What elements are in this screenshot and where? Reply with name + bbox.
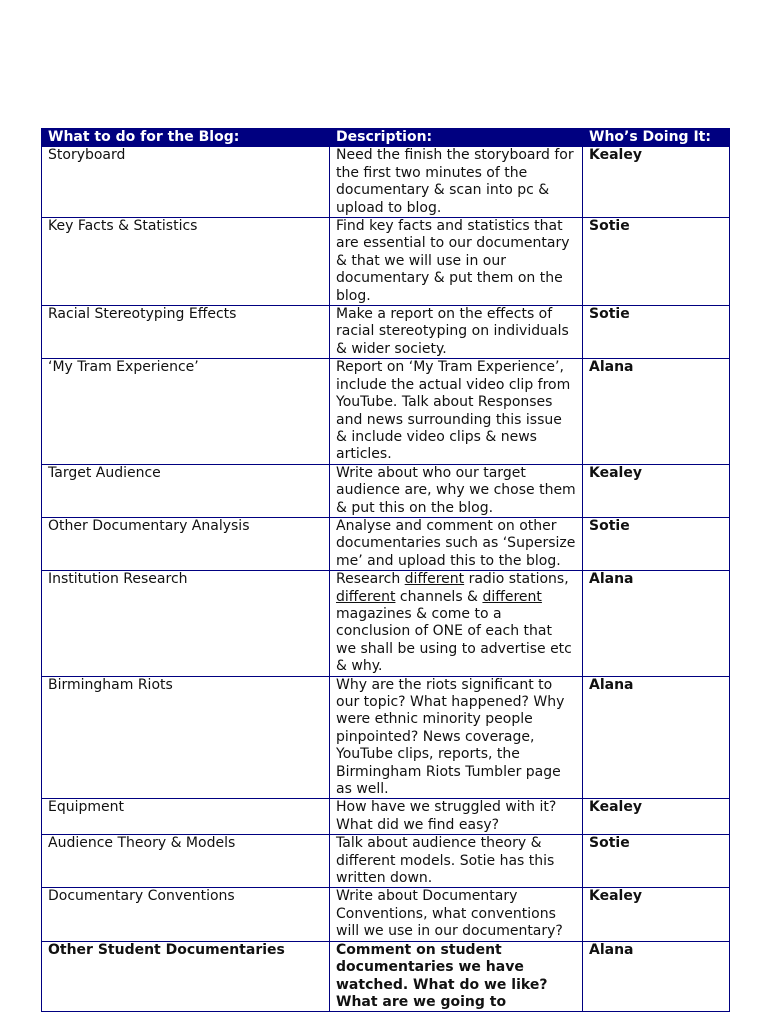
table-row <box>42 941 730 1012</box>
description-text: Research <box>336 571 405 588</box>
task-cell: Documentary Conventions <box>42 888 330 941</box>
description-text: magazines & come to a conclusion of ONE of each that we shall be using to advertise etc & why. <box>336 605 572 675</box>
description-cell: How have we struggled with it? What did we find easy? <box>330 799 583 835</box>
task-cell: Audience Theory & Models <box>42 835 330 888</box>
table-row <box>42 888 730 941</box>
task-cell: ‘My Tram Experience’ <box>42 359 330 464</box>
description-cell: Write about Documentary Conventions, what conventions will we use in our documentary? <box>330 888 583 941</box>
description-cell: Talk about audience theory & different models. Sotie has this written down. <box>330 835 583 888</box>
who-cell: Kealey <box>583 464 730 517</box>
table-row <box>42 147 730 218</box>
task-cell: Birmingham Riots <box>42 676 330 799</box>
header-who: Who’s Doing It: <box>583 129 730 147</box>
description-cell: Comment on student documentaries we have watched. What do we like? What are we going to <box>330 941 583 1012</box>
description-cell <box>330 571 583 676</box>
description-text: channels & <box>395 588 483 605</box>
header-task: What to do for the Blog: <box>42 129 330 147</box>
who-cell: Sotie <box>583 306 730 359</box>
table-row <box>42 676 730 799</box>
blog-task-table <box>41 128 730 1012</box>
table-row <box>42 517 730 570</box>
table-row <box>42 464 730 517</box>
description-cell: Analyse and comment on other documentaries such as ‘Supersize me’ and upload this to the blog. <box>330 517 583 570</box>
who-cell: Alana <box>583 941 730 1012</box>
who-cell: Kealey <box>583 799 730 835</box>
description-cell: Write about who our target audience are, why we chose them & put this on the blog. <box>330 464 583 517</box>
who-cell: Sotie <box>583 218 730 306</box>
table-header-row <box>42 129 730 147</box>
task-cell: Institution Research <box>42 571 330 676</box>
table-row <box>42 799 730 835</box>
who-cell: Kealey <box>583 888 730 941</box>
task-cell: Key Facts & Statistics <box>42 218 330 306</box>
who-cell: Alana <box>583 571 730 676</box>
task-cell: Other Documentary Analysis <box>42 517 330 570</box>
task-cell: Storyboard <box>42 147 330 218</box>
table-row <box>42 835 730 888</box>
description-cell: Find key facts and statistics that are essential to our documentary & that we will use in our documentary & put them on the blog. <box>330 218 583 306</box>
task-cell: Other Student Documentaries <box>42 941 330 1012</box>
description-cell: Need the finish the storyboard for the first two minutes of the documentary & scan into pc & upload to blog. <box>330 147 583 218</box>
who-cell: Alana <box>583 676 730 799</box>
table-row <box>42 218 730 306</box>
description-text: radio stations, <box>464 571 569 588</box>
table-row <box>42 571 730 676</box>
description-cell: Why are the riots significant to our topic? What happened? Why were ethnic minority people pinpointed? News coverage, YouTube clips, reports, the Birmingham Riots Tumbler page as well. <box>330 676 583 799</box>
description-cell: Make a report on the effects of racial stereotyping on individuals & wider society. <box>330 306 583 359</box>
who-cell: Alana <box>583 359 730 464</box>
table-row <box>42 359 730 464</box>
table-row <box>42 306 730 359</box>
who-cell: Sotie <box>583 517 730 570</box>
task-cell: Racial Stereotyping Effects <box>42 306 330 359</box>
who-cell: Sotie <box>583 835 730 888</box>
underlined-word: different <box>404 571 465 588</box>
header-description: Description: <box>330 129 583 147</box>
description-cell: Report on ‘My Tram Experience’, include the actual video clip from YouTube. Talk about Responses and news surrounding this issue & include video clips & news articles. <box>330 359 583 464</box>
underlined-word: different <box>336 588 396 605</box>
underlined-word: different <box>482 588 542 605</box>
task-cell: Equipment <box>42 799 330 835</box>
who-cell: Kealey <box>583 147 730 218</box>
task-cell: Target Audience <box>42 464 330 517</box>
